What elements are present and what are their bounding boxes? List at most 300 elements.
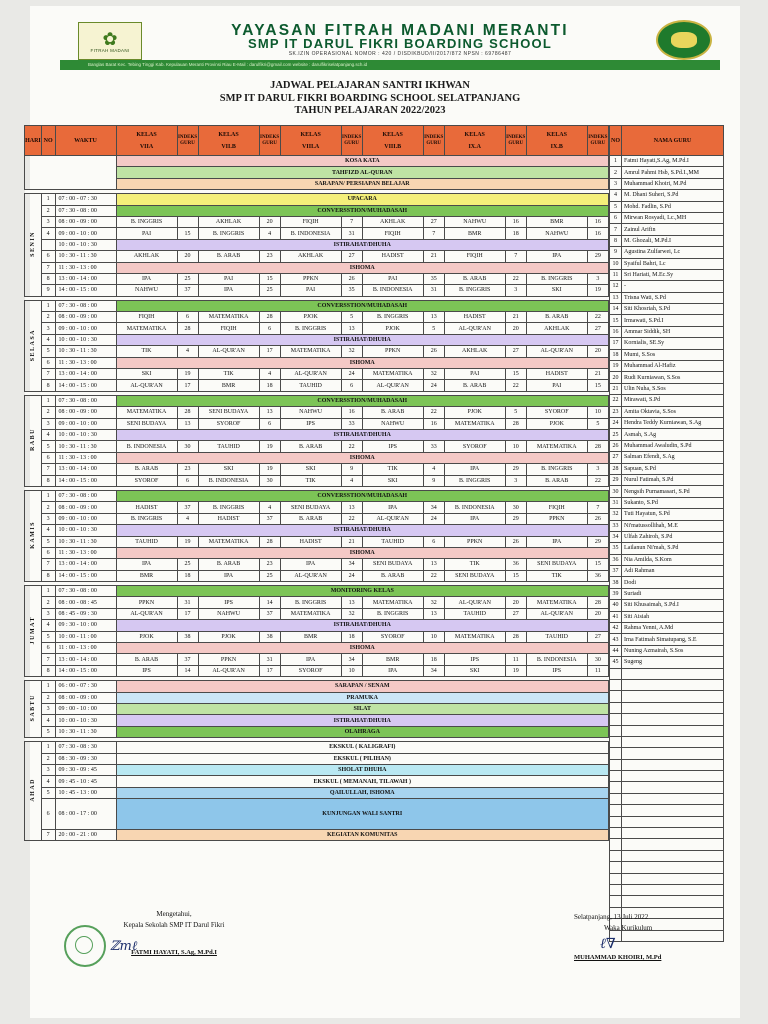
schedule-row [25,753,609,764]
teacher-row [610,452,724,463]
teacher-index: 23 [259,559,280,570]
teacher-index: 4 [423,464,444,475]
teacher-number: 42 [610,623,622,634]
teacher-index: 15 [259,273,280,284]
subject-cell: B. ARAB [362,570,423,581]
period-time: 11 : 30 - 13 : 00 [55,452,116,463]
subject-cell: B. ARAB [362,407,423,418]
subject-cell: NAHWU [362,418,423,429]
period-time: 13 : 00 - 14 : 00 [55,369,116,380]
teacher-name [622,862,724,873]
empty-cell [25,178,117,189]
period-time: 09 : 30 - 09 : 45 [55,764,116,775]
teacher-row [610,486,724,497]
subject-cell: B. INDONESIA [444,502,505,513]
schedule-row [25,764,609,775]
subject-cell: B. ARAB [444,273,505,284]
period-number: 2 [41,407,55,418]
empty-cell [25,167,117,178]
schedule-row [25,597,609,608]
teacher-row [610,771,724,782]
period-time: 09 : 00 - 10 : 00 [55,703,116,714]
period-number: 4 [41,715,55,726]
schedule-row [25,262,609,273]
teacher-number [610,896,622,907]
period-time: 11 : 30 - 13 : 00 [55,357,116,368]
teacher-row [610,361,724,372]
period-number: 8 [41,665,55,676]
teacher-index: 13 [341,597,362,608]
subject-cell: B. INGGRIS [362,312,423,323]
teacher-row [610,531,724,542]
schedule-row [25,620,609,631]
subject-cell: SENI BUDAYA [198,407,259,418]
teacher-name: Amita Oktavia, S.Sos [622,406,724,417]
teacher-name: Lailanun Ni'mah, S.Pd [622,543,724,554]
teacher-index: 20 [505,323,526,334]
teacher-number [610,828,622,839]
subject-cell: SKI [116,369,177,380]
teacher-name: Nuning Azmairah, S.Sos [622,645,724,656]
teacher-row [610,326,724,337]
teacher-index: 16 [587,216,608,227]
teacher-index: 19 [259,464,280,475]
teacher-index: 32 [341,346,362,357]
period-time: 14 : 00 - 15 : 00 [55,380,116,391]
period-number: 5 [41,441,55,452]
teacher-row [610,247,724,258]
teacher-name [622,896,724,907]
teacher-name: M. Dhani Suheri, S.Pd [622,190,724,201]
period-number: 6 [41,547,55,558]
activity-band: ISHOMA [116,643,608,654]
schedule-row [25,681,609,692]
teacher-index: 26 [341,273,362,284]
subject-cell: IPA [116,559,177,570]
subject-cell: SENI BUDAYA [444,570,505,581]
teacher-index: 15 [587,380,608,391]
period-number: 6 [41,799,55,830]
subject-cell: FIQIH [198,323,259,334]
period-time: 09 : 30 - 10 : 00 [55,620,116,631]
subject-cell: B. INDONESIA [280,228,341,239]
period-time: 09 : 00 - 10 : 00 [55,228,116,239]
teacher-index: 21 [423,251,444,262]
teacher-number: 44 [610,645,622,656]
period-time: 09 : 00 - 10 : 00 [55,323,116,334]
teacher-row [610,304,724,315]
teacher-name: Irna Fatimah Simatupang, S.E [622,634,724,645]
teacher-name [622,679,724,690]
teacher-index: 7 [423,228,444,239]
teacher-name: Siti Aisiah [622,611,724,622]
teacher-row [610,759,724,770]
period-number: 7 [41,369,55,380]
teacher-index: 17 [177,380,198,391]
subject-cell: HADIST [198,513,259,524]
col-guru-no: NO [610,126,622,156]
day-cell [25,742,42,841]
period-time: 08 : 00 - 17 : 00 [55,799,116,830]
teacher-index: 22 [341,441,362,452]
schedule-row [25,395,609,406]
subject-cell: SKI [444,665,505,676]
subject-cell: B. INGGRIS [526,273,587,284]
schedule-row [25,536,609,547]
period-time: 08 : 00 - 08 : 45 [55,597,116,608]
teacher-index: 10 [341,665,362,676]
schedule-row [25,608,609,619]
teacher-index: 34 [341,654,362,665]
principal-signature: ℤmℓ [110,939,138,954]
subject-cell: SKI [280,464,341,475]
period-time: 13 : 00 - 14 : 00 [55,559,116,570]
schedule-row [25,357,609,368]
activity-band: ISTIRAHAT/DHUHA [116,334,608,345]
schedule-header-row [25,126,609,156]
schedule-row [25,643,609,654]
teacher-row [610,588,724,599]
subject-cell: BMR [198,380,259,391]
teacher-name: Sri Hariati, M.Ec.Sy [622,269,724,280]
period-number: 4 [41,334,55,345]
subject-cell: AL-QUR'AN [198,346,259,357]
activity-band: SARAPAN / SENAM [116,681,608,692]
teacher-index: 10 [587,407,608,418]
subject-cell: TIK [116,346,177,357]
opening-row [25,178,609,189]
teacher-index: 9 [423,475,444,486]
teacher-number: 16 [610,326,622,337]
subject-cell: MATEMATIKA [280,608,341,619]
teacher-index: 28 [177,323,198,334]
teacher-index: 11 [587,665,608,676]
activity-band: KOSA KATA [116,156,608,167]
teacher-name: Amrul Pahmi Hsb, S.Pd.I.,MM [622,167,724,178]
teacher-number: 9 [610,247,622,258]
teacher-index: 31 [259,654,280,665]
period-time: 10 : 00 - 10 : 30 [55,715,116,726]
period-number: 7 [41,830,55,841]
subject-cell: B. ARAB [198,559,259,570]
day-name: SELASA [29,328,36,361]
teacher-number [610,668,622,679]
subject-cell: SYOROF [280,665,341,676]
teacher-index: 20 [505,597,526,608]
empty-cell [25,156,117,167]
teacher-number: 40 [610,600,622,611]
period-time: 14 : 00 - 15 : 00 [55,570,116,581]
subject-cell: SKI [362,475,423,486]
subject-cell: TAUHID [526,631,587,642]
teacher-row [610,178,724,189]
teacher-row [610,156,724,167]
teacher-row [610,611,724,622]
activity-band: EKSKUL ( PILIHAN) [116,753,608,764]
teacher-index: 19 [259,441,280,452]
activity-band: EKSKUL ( KALIGRAFI) [116,742,608,753]
teacher-index: 27 [587,323,608,334]
teacher-number: 32 [610,509,622,520]
teacher-index: 6 [259,323,280,334]
teacher-name [622,702,724,713]
period-time: 08 : 00 - 09 : 00 [55,407,116,418]
subject-cell: HADIST [362,251,423,262]
subject-cell: BMR [280,631,341,642]
teacher-index: 26 [587,513,608,524]
subject-cell: PJOK [362,323,423,334]
col-waktu: WAKTU [55,126,116,156]
subject-cell: SENI BUDAYA [280,502,341,513]
activity-band: ISTIRAHAT/DHUHA [116,239,608,250]
period-time: 08 : 45 - 09 : 30 [55,608,116,619]
teacher-number [610,771,622,782]
teacher-number [610,839,622,850]
activity-band: ISTIRAHAT/DHUHA [116,525,608,536]
principal-role: Kepala Sekolah SMP IT Darul Fikri [123,921,225,929]
teacher-table [609,125,724,942]
schedule-row [25,742,609,753]
activity-band: MONITORING KELAS [116,586,608,597]
teacher-row [610,224,724,235]
period-number: 3 [41,764,55,775]
day-cell [25,395,42,486]
subject-cell: PAI [280,285,341,296]
period-number: 2 [41,597,55,608]
day-name: RABU [29,428,36,452]
col-indeks: INDEKS GURU [505,126,526,156]
schedule-row [25,334,609,345]
subject-cell: B. ARAB [116,654,177,665]
teacher-row [610,736,724,747]
subject-cell: FIQIH [362,228,423,239]
schedule-row [25,787,609,798]
col-kelas-ixa: KELAS IX.A [444,126,505,156]
teacher-index: 19 [505,665,526,676]
teacher-number: 6 [610,212,622,223]
subject-cell: PAI [362,273,423,284]
period-time: 11 : 00 - 13 : 00 [55,643,116,654]
subject-cell: FIQIH [526,502,587,513]
schedule-row [25,441,609,452]
period-number: 6 [41,251,55,262]
col-hari: HARI [25,126,42,156]
subject-cell: IPA [526,536,587,547]
teacher-number: 36 [610,554,622,565]
schedule-row [25,726,609,737]
title-line-3: TAHUN PELAJARAN 2022/2023 [294,105,446,116]
schedule-row [25,323,609,334]
subject-cell: AL-QUR'AN [116,380,177,391]
teacher-index: 5 [423,323,444,334]
subject-cell: PPKN [444,536,505,547]
teacher-number [610,873,622,884]
teacher-name [622,736,724,747]
teacher-row [610,702,724,713]
teacher-number [610,759,622,770]
teacher-index: 18 [505,228,526,239]
col-no: NO [41,126,55,156]
teacher-name [622,805,724,816]
teacher-name: Suriadi [622,588,724,599]
teacher-number: 21 [610,383,622,394]
teacher-number: 17 [610,338,622,349]
period-number: 2 [41,312,55,323]
teacher-index: 5 [341,312,362,323]
period-time: 10 : 00 - 10 : 30 [55,334,116,345]
teacher-row [610,509,724,520]
activity-band: SHOLAT DHUHA [116,764,608,775]
activity-band: UPACARA [116,194,608,205]
col-kelas-viia: KELAS VIIA [116,126,177,156]
subject-cell: PPKN [198,654,259,665]
schedule-row [25,216,609,227]
teacher-name: Muhammad Al-Hafiz [622,361,724,372]
schedule-row [25,776,609,787]
subject-cell: TAUHID [198,441,259,452]
teacher-index: 4 [259,369,280,380]
teacher-index: 5 [587,418,608,429]
teacher-number: 1 [610,156,622,167]
teacher-number [610,679,622,690]
address-bar: Banglas Barat Kec. Tebing Tinggi Kab. Kepulauan Meranti Provinsi Riau E-Mail : darulfikri@gmail.com website : darulfikriselatpanjang.sch.id [60,60,720,70]
subject-cell: AL-QUR'AN [444,323,505,334]
teacher-name: Ulin Nuha, S.Sos [622,383,724,394]
schedule-row [25,407,609,418]
teacher-name: Nengsih Purnamasari, S.Pd [622,486,724,497]
legal-info: SK.IZIN OPERASIONAL NOMOR : 420 / DISDIKBUD/II/2017/872 NPSN : 69786487 [288,51,512,57]
teacher-name [622,885,724,896]
teacher-index: 21 [505,312,526,323]
day-cell [25,300,42,391]
period-time: 08 : 00 - 09 : 00 [55,692,116,703]
teacher-row [610,417,724,428]
col-indeks: INDEKS GURU [341,126,362,156]
teacher-row [610,338,724,349]
day-name: SABTU [29,694,36,722]
subject-cell: PAI [526,380,587,391]
subject-cell: MATEMATIKA [280,346,341,357]
subject-cell: MATEMATIKA [444,418,505,429]
teacher-row [610,520,724,531]
teacher-index: 30 [259,475,280,486]
activity-band: QAILULLAH, ISHOMA [116,787,608,798]
teacher-number [610,748,622,759]
teacher-index: 20 [177,251,198,262]
teacher-row [610,235,724,246]
teacher-number: 30 [610,486,622,497]
subject-cell: PJOK [198,631,259,642]
teacher-name: Ulfah Zahiroh, S.Pd [622,531,724,542]
subject-cell: B. ARAB [526,312,587,323]
teacher-index: 18 [423,654,444,665]
subject-cell: MATEMATIKA [526,441,587,452]
schedule-row [25,715,609,726]
period-time: 08 : 00 - 09 : 00 [55,502,116,513]
subject-cell: IPA [198,570,259,581]
teacher-index: 27 [587,631,608,642]
teacher-row [610,315,724,326]
subject-cell: TIK [444,559,505,570]
activity-band: ISTIRAHAT/DHUHA [116,620,608,631]
teacher-number: 41 [610,611,622,622]
teacher-row [610,543,724,554]
signature-curriculum [574,913,684,961]
teacher-index: 38 [259,631,280,642]
teacher-name: Agustina Zulfarwei, Lc [622,247,724,258]
teacher-row [610,474,724,485]
subject-cell: B. INGGRIS [444,475,505,486]
col-kelas-ixb: KELAS IX.B [526,126,587,156]
teacher-index: 28 [587,597,608,608]
teacher-index: 31 [177,597,198,608]
subject-cell: B. INGGRIS [280,597,341,608]
subject-cell: B. ARAB [116,464,177,475]
period-number: 4 [41,776,55,787]
col-kelas-viib: KELAS VII.B [198,126,259,156]
period-number: 8 [41,475,55,486]
teacher-index: 32 [341,608,362,619]
teacher-name: Adi Rahman [622,566,724,577]
teacher-index: 18 [177,570,198,581]
period-time: 10 : 30 - 11 : 30 [55,441,116,452]
activity-band: KEGIATAN KOMUNITAS [116,830,608,841]
teacher-index: 3 [505,285,526,296]
teacher-index: 18 [259,380,280,391]
teacher-index: 15 [505,570,526,581]
document-title [0,80,740,118]
leaf-icon: ✿ [102,28,118,49]
teacher-index: 34 [423,502,444,513]
teacher-index: 33 [341,418,362,429]
schedule-row [25,654,609,665]
subject-cell: IPA [280,559,341,570]
teacher-row [610,577,724,588]
subject-cell: IPS [362,441,423,452]
schedule-row [25,239,609,250]
subject-cell: B. INGGRIS [362,608,423,619]
day-cell [25,194,42,297]
subject-cell: AL-QUR'AN [280,369,341,380]
schedule-row [25,346,609,357]
period-number: 4 [41,228,55,239]
period-number: 6 [41,643,55,654]
teacher-index: 25 [177,559,198,570]
subject-cell: B. INDONESIA [198,475,259,486]
period-time: 07 : 30 - 08 : 00 [55,490,116,501]
teacher-row [610,725,724,736]
teacher-name [622,748,724,759]
teacher-name [622,725,724,736]
subject-cell: PJOK [444,407,505,418]
teacher-index: 24 [423,380,444,391]
teacher-index: 26 [505,536,526,547]
schedule-row [25,631,609,642]
teacher-index: 32 [423,369,444,380]
subject-cell: B. ARAB [526,475,587,486]
period-number: 7 [41,559,55,570]
teacher-row [610,850,724,861]
teacher-row [610,566,724,577]
period-time: 07 : 30 - 08 : 00 [55,395,116,406]
teacher-number: 7 [610,224,622,235]
teacher-name: Ni'matussollihah, M.E [622,520,724,531]
teacher-index: 25 [259,570,280,581]
teacher-index: 18 [341,631,362,642]
teacher-number: 33 [610,520,622,531]
subject-cell: AL-QUR'AN [362,513,423,524]
teacher-index: 21 [587,369,608,380]
